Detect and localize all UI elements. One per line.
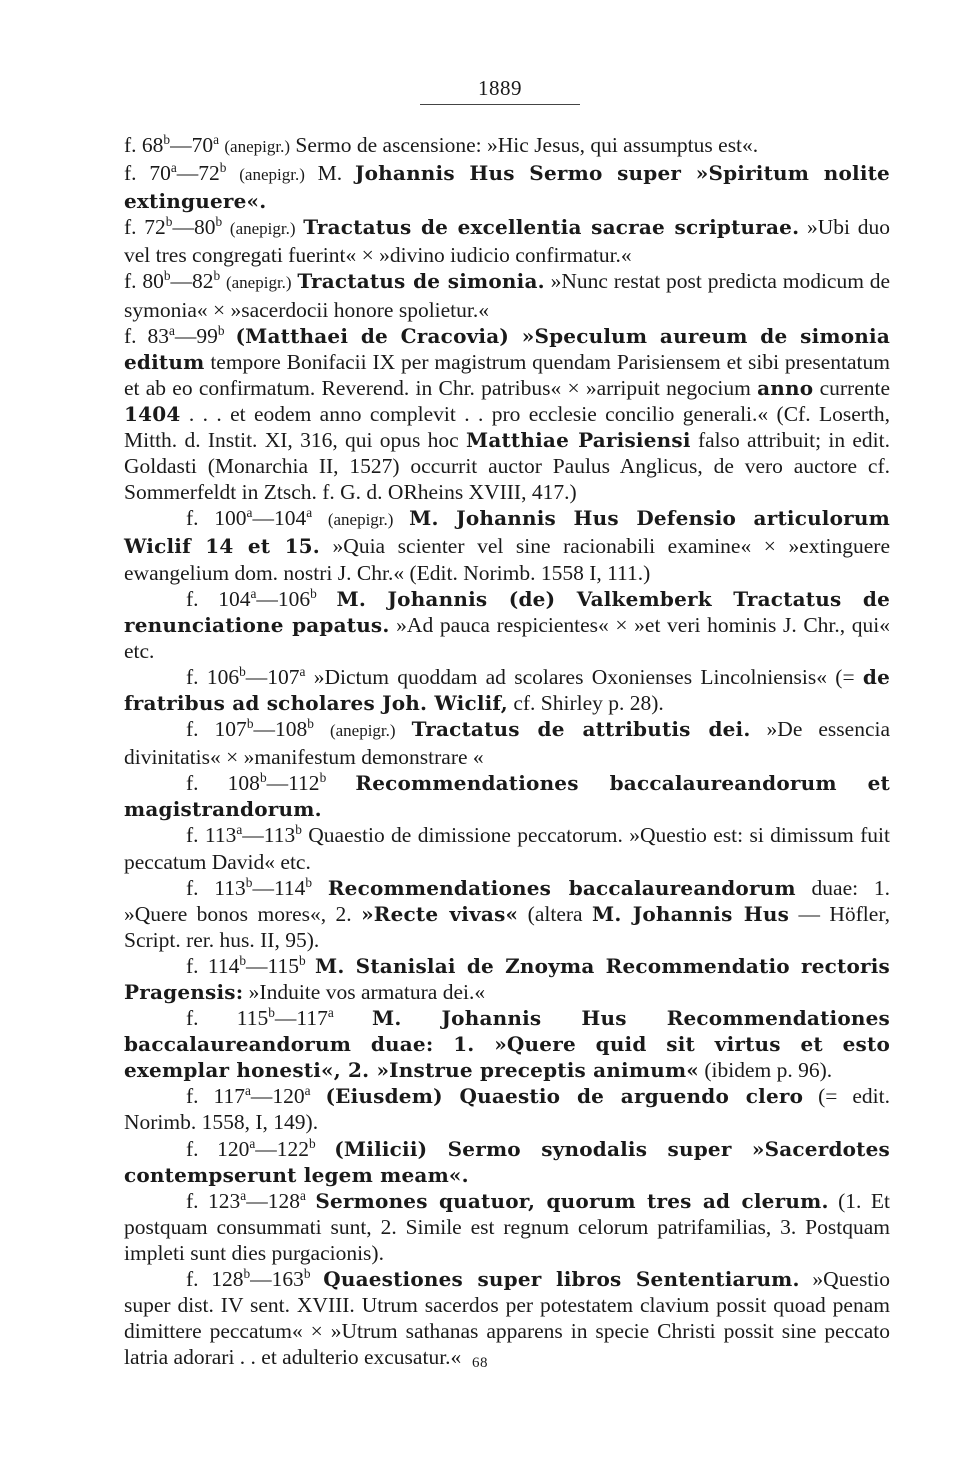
folio-range: f. 114$^b$—115$^b$: [186, 952, 306, 978]
catalogue-entry: [124, 875, 890, 953]
entry-text: Quaestiones super libros Sententiarum. »Questio super dist. IV sent. XVIII. Utrum sacerdos per potestatem clavium possit quoad penam dimittere peccatum« × »Utrum sathanas apparens in specie Christi possit sine peccato latria adorari . . et adulterio excusatur.«: [124, 1267, 891, 1370]
folio-range: f. 107$^b$—108$^b$: [186, 715, 314, 742]
entry-text: Recommendationes baccalaureandorum duae: 1. »Quere bonos mores«, 2. »Recte vivas« (altera M. Johannis Hus — Höfler, Script. rer. hus. II, 95).: [124, 875, 891, 952]
folio-range: f. 123$^a$—128$^a$: [186, 1187, 306, 1213]
catalogue-entry: [124, 1005, 890, 1083]
folio-range: f. 68$^b$—70$^a$: [124, 131, 220, 157]
folio-range: f. 106$^b$—107$^a$: [186, 663, 306, 689]
catalogue-entry: [124, 953, 890, 1005]
entry-text: »Dictum quoddam ad scolares Oxonienses Lincolniensis« (= de fratribus ad scholares Joh. Wiclif, cf. Shirley p. 28).: [124, 664, 890, 715]
catalogue-entry: [124, 1188, 890, 1266]
catalogue-entry: [124, 214, 890, 268]
entry-text: (anepigr.) Tractatus de simonia. »Nunc restat post predicta modicum de symonia« × »sacerdocii honore spolietur.«: [124, 269, 891, 322]
catalogue-entry: [124, 1136, 890, 1188]
catalogue-entry: [124, 505, 890, 585]
entry-text: Recommendationes baccalaureandorum et magistrandorum.: [124, 771, 890, 822]
folio-range: f. 117$^a$—120$^a$: [186, 1083, 311, 1109]
entry-text: (anepigr.) Tractatus de excellentia sacrae scripturae. »Ubi duo vel tres congregati fuerint« × »divino iudicio confirmatur.«: [124, 215, 891, 268]
catalogue-entry: [124, 716, 890, 770]
folio-range: f. 70$^a$—72$^b$: [124, 159, 227, 186]
entry-text: M. Johannis (de) Valkemberk Tractatus de renunciatione papatus. »Ad pauca respicientes« × »et veri hominis J. Chr., qui« etc.: [124, 586, 890, 663]
catalogue-entry: [124, 586, 890, 664]
folio-range: f. 80$^b$—82$^b$: [124, 268, 221, 294]
catalogue-entry: [124, 822, 890, 874]
entry-text: (anepigr.) M. Johannis Hus Defensio articulorum Wiclif 14 et 15. »Quia scienter vel sine racionabili examine« × »extinguere ewangelium dom. nostri J. Chr.« (Edit. Norimb. 1558 I, 111.): [124, 506, 890, 585]
entry-text: (anepigr.) Tractatus de attributis dei. »De essencia divinitatis« × »manifestum demonstrare «: [124, 717, 891, 770]
entry-text: (anepigr.) M. Johannis Hus Sermo super »Spiritum nolite extinguere«.: [124, 161, 890, 214]
folio-range: f. 113$^a$—113$^b$: [186, 822, 302, 848]
entry-text: (Milicii) Sermo synodalis super »Sacerdotes contempserunt legem meam«.: [124, 1136, 890, 1187]
folio-range: f. 128$^b$—163$^b$: [186, 1265, 311, 1292]
folio-range: f. 100$^a$—104$^a$: [186, 505, 313, 531]
catalogue-entries: [124, 132, 890, 1370]
catalogue-entry: [124, 323, 890, 506]
catalogue-entry: [124, 1083, 890, 1135]
page-number: 68: [472, 1355, 488, 1371]
catalogue-entry: [124, 132, 890, 160]
folio-range: f. 108$^b$—112$^b$: [186, 770, 327, 796]
entry-text: M. Stanislai de Znoyma Recommendatio rectoris Pragensis: »Induite vos armatura dei.«: [124, 953, 891, 1004]
entry-text: M. Johannis Hus Recommendationes baccalaureandorum duae: 1. »Quere quid sit virtus et esto exemplar honesti«, 2. »Instrue preceptis animum« (ibidem p. 96).: [124, 1006, 890, 1083]
entry-text: Sermones quatuor, quorum tres ad clerum. (1. Et postquam consummati sunt, 2. Simile est regnum celorum patrifamilias, 3. Postquam impleti sunt dies purgacionis).: [124, 1188, 890, 1265]
catalogue-entry: [124, 268, 890, 322]
folio-range: f. 104$^a$—106$^b$: [186, 585, 317, 611]
folio-range: f. 113$^b$—114$^b$: [186, 874, 313, 900]
entry-text: Quaestio de dimissione peccatorum. »Questio est: si dimissum fuit peccatum David« etc.: [124, 823, 890, 874]
folio-range: f. 115$^b$—117$^a$: [186, 1004, 334, 1031]
entry-text: (anepigr.) Sermo de ascensione: »Hic Jesus, qui assumptus est«.: [224, 133, 759, 157]
entry-text: (Eiusdem) Quaestio de arguendo clero (= edit. Norimb. 1558, I, 149).: [124, 1084, 890, 1135]
catalogue-entry: [124, 664, 890, 716]
catalogue-entry: [124, 770, 890, 822]
folio-range: f. 83$^a$—99$^b$: [124, 322, 225, 348]
folio-range: f. 120$^a$—122$^b$: [186, 1135, 316, 1161]
entry-text: (Matthaei de Cracovia) »Speculum aureum de simonia editum tempore Bonifacii IX per magistrum quendam Parisiensem et sibi presentatum et ab eo confirmatum. Reverend. in Chr. patribus« × »arripuit negocium anno currente 1404 . . . et eodem anno complevit . . pro ecclesie concilio generali.« (Cf. Loserth, Mitth. d. Instit. XI, 316, qui opus hoc Matthiae Parisiensi falso attribuit; in edit. Goldasti (Monarchia II, 1527) occurrit auctor Paulus Anglicus, de vero auctore cf. Sommerfeldt in Ztsch. f. G. d. ORheins XVIII, 417.): [124, 323, 890, 505]
folio-range: f. 72$^b$—80$^b$: [124, 214, 223, 240]
running-header-year: 1889: [478, 76, 522, 100]
header-rule: [420, 104, 580, 105]
catalogue-entry: [124, 160, 890, 214]
